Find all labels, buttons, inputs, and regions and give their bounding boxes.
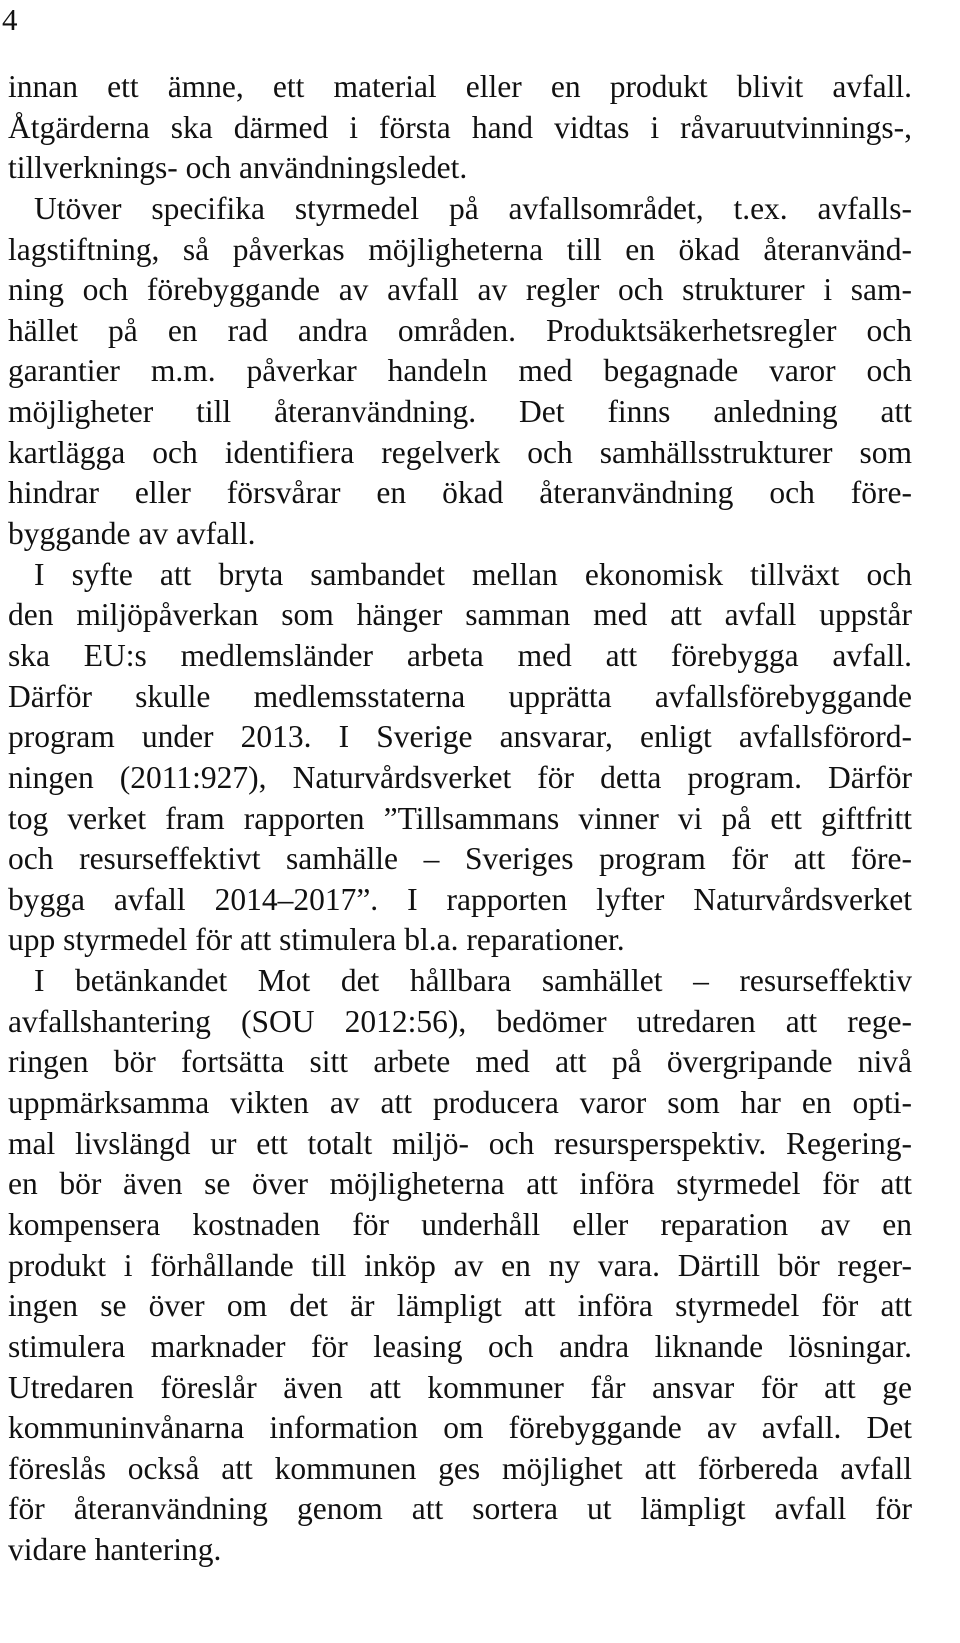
text-line: ning och förebyggande av avfall av regler och strukturer i sam-	[8, 272, 912, 308]
text-line: bygga avfall 2014–2017”. I rapporten lyfter Naturvårdsverket	[8, 881, 912, 917]
page-number: 4	[2, 2, 18, 37]
text-line: avfallshantering (SOU 2012:56), bedömer utredaren att rege-	[8, 1003, 912, 1039]
text-line: Därför skulle medlemsstaterna upprätta avfallsförebyggande	[8, 678, 912, 714]
body-text	[8, 67, 912, 1571]
text-line: kartlägga och identifiera regelverk och samhällsstrukturer som	[8, 434, 912, 470]
text-line: vidare hantering.	[8, 1532, 222, 1568]
text-line: ringen bör fortsätta sitt arbete med att på övergripande nivå	[8, 1044, 912, 1080]
text-line: den miljöpåverkan som hänger samman med att avfall uppstår	[8, 597, 912, 633]
text-line: tog verket fram rapporten ”Tillsammans vinner vi på ett giftfritt	[8, 800, 912, 836]
text-line: hället på en rad andra områden. Produktsäkerhetsregler och	[8, 312, 912, 348]
text-line: produkt i förhållande till inköp av en ny vara. Därtill bör reger-	[8, 1247, 912, 1283]
text-line: möjligheter till återanvändning. Det finns anledning att	[8, 394, 912, 430]
text-line: garantier m.m. påverkar handeln med begagnade varor och	[8, 353, 912, 389]
text-line: upp styrmedel för att stimulera bl.a. reparationer.	[8, 922, 625, 958]
text-line: ska EU:s medlemsländer arbeta med att förebygga avfall.	[8, 637, 912, 673]
text-line: kompensera kostnaden för underhåll eller reparation av en	[8, 1206, 912, 1242]
text-line: innan ett ämne, ett material eller en produkt blivit avfall.	[8, 69, 912, 104]
text-line: Utöver specifika styrmedel på avfallsområdet, t.ex. avfalls-	[34, 190, 912, 226]
text-line: kommuninvånarna information om förebyggande av avfall. Det	[8, 1410, 912, 1446]
text-line: för återanvändning genom att sortera ut lämpligt avfall för	[8, 1491, 912, 1527]
text-line: I syfte att bryta sambandet mellan ekonomisk tillväxt och	[34, 556, 912, 592]
text-line: I betänkandet Mot det hållbara samhället – resurseffektiv	[34, 963, 912, 999]
text-line: en bör även se över möjligheterna att införa styrmedel för att	[8, 1166, 912, 1202]
text-line: mal livslängd ur ett totalt miljö- och resursperspektiv. Regering-	[8, 1125, 912, 1161]
text-line: Åtgärderna ska därmed i första hand vidtas i råvaruutvinnings-,	[8, 109, 912, 145]
text-line: uppmärksamma vikten av att producera varor som har en opti-	[8, 1085, 912, 1121]
text-line: stimulera marknader för leasing och andra liknande lösningar.	[8, 1328, 912, 1364]
text-line: lagstiftning, så påverkas möjligheterna till en ökad återanvänd-	[8, 231, 912, 267]
text-line: och resurseffektivt samhälle – Sveriges program för att före-	[8, 841, 912, 877]
text-line: byggande av avfall.	[8, 516, 256, 552]
text-line: föreslås också att kommunen ges möjlighet att förbereda avfall	[8, 1450, 912, 1486]
text-line: hindrar eller försvårar en ökad återanvändning och före-	[8, 475, 912, 511]
text-line: ningen (2011:927), Naturvårdsverket för detta program. Därför	[8, 759, 912, 795]
text-line: program under 2013. I Sverige ansvarar, enligt avfallsförord-	[8, 719, 912, 755]
text-line: tillverknings- och användningsledet.	[8, 150, 468, 186]
text-line: ingen se över om det är lämpligt att införa styrmedel för att	[8, 1288, 912, 1324]
text-line: Utredaren föreslår även att kommuner får ansvar för att ge	[8, 1369, 912, 1405]
